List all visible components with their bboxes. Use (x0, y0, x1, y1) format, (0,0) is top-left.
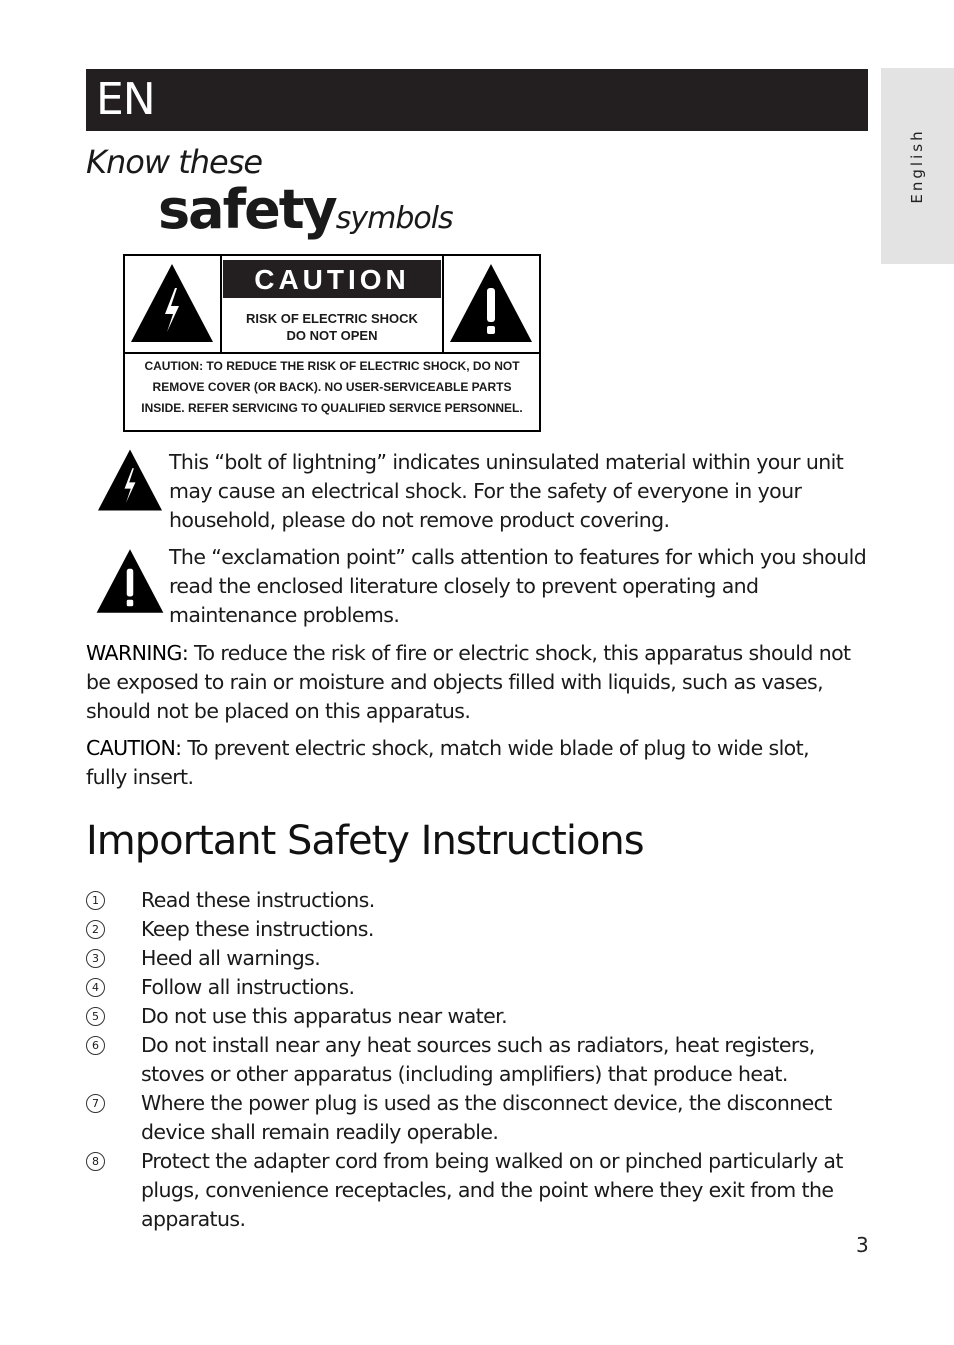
caution-label-box (123, 254, 541, 432)
caution-label: CAUTION (223, 260, 441, 298)
list-item (86, 886, 876, 915)
side-tab-label: English (908, 128, 926, 204)
risk-line-1: RISK OF ELECTRIC SHOCK (246, 311, 418, 326)
warning-label: WARNING: (86, 641, 189, 665)
list-item-text: Read these instructions. (141, 888, 375, 912)
list-item (86, 944, 876, 973)
caution-body-line-3: INSIDE. REFER SERVICING TO QUALIFIED SERVICE PERSONNEL. (141, 401, 523, 415)
caution-box-exclamation-cell (442, 256, 539, 352)
list-item-number: 8 (86, 1152, 105, 1171)
warning-paragraph (86, 639, 876, 726)
caution-body-line-1: CAUTION: TO REDUCE THE RISK OF ELECTRIC SHOCK, DO NOT (144, 359, 520, 373)
instructions-list (86, 886, 876, 1234)
list-item-text: Follow all instructions. (141, 975, 355, 999)
title-safety-word: safety (158, 178, 336, 241)
list-item (86, 1031, 876, 1089)
title-symbols-word: symbols (335, 201, 453, 236)
caution-box-body (125, 356, 539, 419)
caution-box-top (125, 256, 539, 354)
exclamation-icon (95, 547, 165, 615)
exclamation-description: The “exclamation point” calls attention to features for which you should read the enclosed literature closely to prevent operating and maintenance problems. (169, 545, 867, 627)
warning-text: To reduce the risk of fire or electric shock, this apparatus should not be exposed to rain or moisture and objects filled with liquids, such as vases, should not be placed on this apparatus. (86, 641, 851, 723)
list-item-text: Keep these instructions. (141, 917, 374, 941)
list-item (86, 915, 876, 944)
list-item-text: Protect the adapter cord from being walked on or pinched particularly at plugs, convenience receptacles, and the point where they exit from the apparatus. (141, 1149, 843, 1231)
list-item-number: 6 (86, 1036, 105, 1055)
language-header-bar (86, 69, 868, 131)
lightning-description: This “bolt of lightning” indicates uninsulated material within your unit may cause an electrical shock. For the safety of everyone in your household, please do not remove product covering. (169, 450, 844, 532)
list-item-number: 3 (86, 949, 105, 968)
list-item (86, 1089, 876, 1147)
lightning-warning-icon (129, 262, 215, 344)
exclamation-warning-icon (448, 262, 534, 344)
title-know-these: Know these (86, 143, 263, 181)
risk-line-2: DO NOT OPEN (286, 328, 378, 343)
list-item-number: 4 (86, 978, 105, 997)
language-side-tab (881, 68, 954, 264)
caution-paragraph (86, 734, 826, 792)
list-item-number: 7 (86, 1094, 105, 1113)
list-item (86, 1147, 876, 1234)
instructions-heading: Important Safety Instructions (86, 818, 644, 864)
list-item-text: Heed all warnings. (141, 946, 321, 970)
language-code: EN (96, 74, 155, 125)
list-item-text: Do not install near any heat sources such as radiators, heat registers, stoves or other apparatus (including amplifiers) that produce heat. (141, 1033, 815, 1086)
list-item-text: Do not use this apparatus near water. (141, 1004, 507, 1028)
list-item (86, 973, 876, 1002)
list-item-number: 1 (86, 891, 105, 910)
title-safety-symbols (158, 178, 453, 241)
caution-label-text: CAUTION: (86, 736, 182, 760)
caution-body-line-2: REMOVE COVER (OR BACK). NO USER-SERVICEABLE PARTS (152, 380, 512, 394)
caution-text: To prevent electric shock, match wide blade of plug to wide slot, fully insert. (86, 736, 809, 789)
list-item-number: 5 (86, 1007, 105, 1026)
lightning-icon (95, 448, 165, 512)
list-item-number: 2 (86, 920, 105, 939)
risk-text (222, 310, 442, 344)
caution-box-center (222, 260, 442, 344)
caution-box-lightning-cell (125, 256, 222, 352)
list-item (86, 1002, 876, 1031)
list-item-text: Where the power plug is used as the disconnect device, the disconnect device shall remain readily operable. (141, 1091, 832, 1144)
page-number: 3 (856, 1233, 869, 1257)
